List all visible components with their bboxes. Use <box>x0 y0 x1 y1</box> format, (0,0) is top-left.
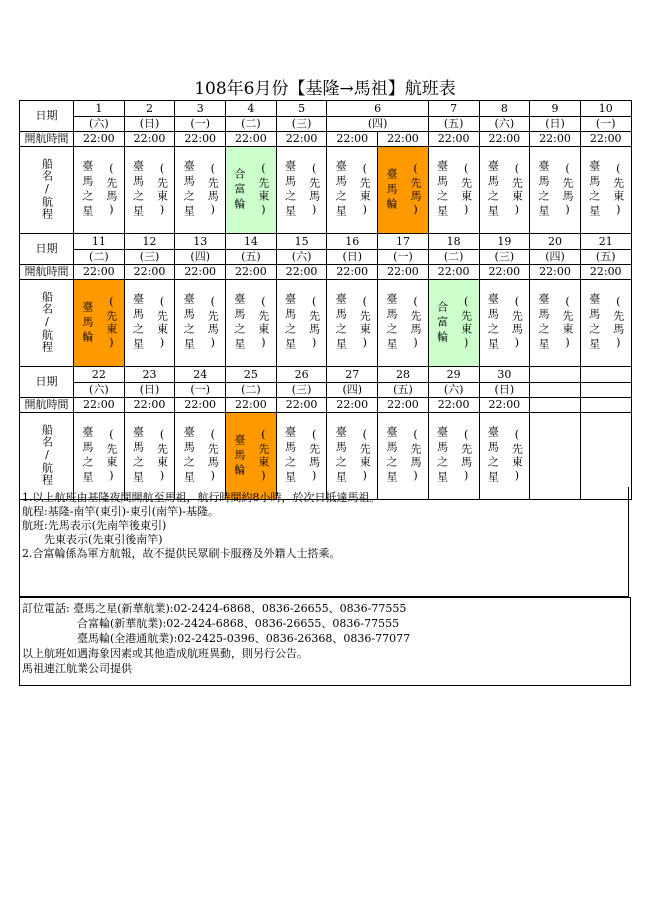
depart-time: 22:00 <box>479 265 530 280</box>
weekday: (六) <box>276 250 327 265</box>
depart-time: 22:00 <box>428 132 479 147</box>
depart-time: 22:00 <box>479 398 530 413</box>
ship-name: 臺馬之星 <box>283 426 297 486</box>
ship-name: 臺馬之星 <box>232 293 246 353</box>
ship-cell <box>124 147 175 234</box>
ship-name: 合富輪 <box>435 300 449 346</box>
weekday: (四) <box>530 250 581 265</box>
depart-time <box>530 398 581 413</box>
weekday: (日) <box>479 383 530 398</box>
weekday: (三) <box>276 117 327 132</box>
contact-section <box>19 597 631 686</box>
day-number: 2 <box>124 101 175 117</box>
weekday: (二) <box>226 383 277 398</box>
day-number: 8 <box>479 101 530 117</box>
ship-name: 臺馬之星 <box>537 293 551 353</box>
depart-time: 22:00 <box>124 132 175 147</box>
day-number: 6 <box>327 101 428 117</box>
ship-name: 臺馬之星 <box>587 293 601 353</box>
depart-time: 22:00 <box>175 265 226 280</box>
day-number: 16 <box>327 234 378 250</box>
depart-time: 22:00 <box>327 398 378 413</box>
ship-name: 臺馬之星 <box>384 293 398 353</box>
route: (先東) <box>459 162 473 218</box>
weekday: (六) <box>74 383 125 398</box>
ship-name: 臺馬之星 <box>283 160 297 220</box>
day-number: 5 <box>276 101 327 117</box>
route: (先東) <box>358 162 372 218</box>
depart-time: 22:00 <box>580 265 631 280</box>
route: (先東) <box>104 428 118 484</box>
date-label: 日期 <box>20 234 74 265</box>
depart-time: 22:00 <box>74 265 125 280</box>
weekday: (三) <box>276 383 327 398</box>
depart-time: 22:00 <box>378 398 429 413</box>
notes-section <box>19 487 629 597</box>
day-number: 3 <box>175 101 226 117</box>
route: (先東) <box>256 295 270 351</box>
ship-cell <box>580 147 631 234</box>
weekday: (六) <box>479 117 530 132</box>
ship-cell <box>175 280 226 367</box>
ship-name: 合富輪 <box>232 167 246 213</box>
depart-time: 22:00 <box>175 398 226 413</box>
schedule-table <box>19 100 632 500</box>
day-number: 20 <box>530 234 581 250</box>
ship-route-label-text: 船名/航程 <box>40 157 54 220</box>
depart-time: 22:00 <box>530 132 581 147</box>
weekday: (日) <box>124 117 175 132</box>
route: (先東) <box>155 428 169 484</box>
contact-line: 合富輪(新華航業):02-2424-6868、0836-26655、0836-77555 <box>22 617 400 630</box>
weekday: (一) <box>175 383 226 398</box>
depart-time <box>580 398 631 413</box>
ship-route-label-text: 船名/航程 <box>40 423 54 486</box>
weekday: (一) <box>378 250 429 265</box>
ship-cell <box>124 280 175 367</box>
ship-cell <box>327 280 378 367</box>
ship-name: 臺馬之星 <box>384 426 398 486</box>
depart-time-label: 開航時間 <box>20 132 74 147</box>
depart-time: 22:00 <box>530 265 581 280</box>
ship-route-label <box>20 147 74 234</box>
ship-name: 臺馬之星 <box>486 426 500 486</box>
ship-cell <box>580 280 631 367</box>
depart-time: 22:00 <box>74 398 125 413</box>
depart-time: 22:00 <box>428 265 479 280</box>
route: (先馬) <box>307 162 321 218</box>
day-number <box>530 367 581 383</box>
depart-time: 22:00 <box>74 132 125 147</box>
route: (先馬) <box>510 295 524 351</box>
weekday: (二) <box>226 117 277 132</box>
depart-time: 22:00 <box>428 398 479 413</box>
ship-name: 臺馬之星 <box>486 160 500 220</box>
route: (先馬) <box>561 162 575 218</box>
ship-name: 臺馬之星 <box>334 426 348 486</box>
weekday: (日) <box>327 250 378 265</box>
ship-cell <box>276 147 327 234</box>
weekday: (五) <box>428 117 479 132</box>
day-number: 9 <box>530 101 581 117</box>
depart-time: 22:00 <box>479 132 530 147</box>
ship-cell <box>74 280 125 367</box>
ship-name: 臺馬之星 <box>182 426 196 486</box>
route: (先馬) <box>206 295 220 351</box>
day-number: 1 <box>74 101 125 117</box>
depart-time: 22:00 <box>327 265 378 280</box>
contact-line: 臺馬輪(全港通航業):02-2425-0396、0836-26368、0836-77077 <box>22 632 411 645</box>
weekday: (三) <box>479 250 530 265</box>
route: (先馬) <box>408 162 422 218</box>
ship-cell <box>530 147 581 234</box>
day-number: 14 <box>226 234 277 250</box>
day-number: 28 <box>378 367 429 383</box>
route: (先東) <box>510 162 524 218</box>
route: (先東) <box>510 428 524 484</box>
day-number: 24 <box>175 367 226 383</box>
day-number: 13 <box>175 234 226 250</box>
day-number: 30 <box>479 367 530 383</box>
date-label: 日期 <box>20 367 74 398</box>
route: (先東) <box>256 162 270 218</box>
day-number: 29 <box>428 367 479 383</box>
day-number: 18 <box>428 234 479 250</box>
ship-cell <box>428 147 479 234</box>
ship-cell <box>175 147 226 234</box>
route: (先馬) <box>459 428 473 484</box>
note-line: 先東表示(先東引後南竿) <box>22 533 163 546</box>
weekday: (六) <box>74 117 125 132</box>
day-number: 26 <box>276 367 327 383</box>
depart-time: 22:00 <box>124 265 175 280</box>
weekday: (四) <box>175 250 226 265</box>
depart-time: 22:00 <box>580 132 631 147</box>
route: (先東) <box>358 428 372 484</box>
route: (先馬) <box>206 428 220 484</box>
weekday: (三) <box>124 250 175 265</box>
day-number: 25 <box>226 367 277 383</box>
depart-time: 22:00 <box>124 398 175 413</box>
weekday: (二) <box>428 250 479 265</box>
day-number: 11 <box>74 234 125 250</box>
route: (先東) <box>155 295 169 351</box>
page-title: 108年6月份【基隆→馬祖】航班表 <box>194 79 456 99</box>
contact-line: 訂位電話: 臺馬之星(新華航業):02-2424-6868、0836-26655、0836-77555 <box>22 602 407 615</box>
route: (先東) <box>104 295 118 351</box>
day-number: 17 <box>378 234 429 250</box>
weekday: (六) <box>428 383 479 398</box>
ship-name: 臺馬輪 <box>384 167 398 213</box>
weekday <box>530 383 581 398</box>
contact-line: 以上航班如遇海象因素或其他造成航班異動，則另行公告。 <box>22 647 308 660</box>
weekday <box>580 383 631 398</box>
depart-time: 22:00 <box>226 132 277 147</box>
day-number: 4 <box>226 101 277 117</box>
day-number <box>580 367 631 383</box>
ship-cell <box>479 147 530 234</box>
note-line: 2.合富輪係為軍方航報，故不提供民眾刷卡服務及外籍人士搭乘。 <box>22 547 341 560</box>
ship-cell <box>428 280 479 367</box>
day-number: 7 <box>428 101 479 117</box>
route: (先東) <box>459 295 473 351</box>
day-number: 15 <box>276 234 327 250</box>
route: (先馬) <box>307 428 321 484</box>
note-line: 航班:先馬表示(先南竿後東引) <box>22 519 167 532</box>
route: (先東) <box>611 162 625 218</box>
ship-name: 臺馬之星 <box>537 160 551 220</box>
ship-cell <box>226 147 277 234</box>
route: (先馬) <box>408 295 422 351</box>
ship-name: 臺馬之星 <box>131 293 145 353</box>
weekday: (二) <box>74 250 125 265</box>
ship-name: 臺馬之星 <box>182 160 196 220</box>
weekday: (四) <box>327 383 378 398</box>
ship-cell <box>530 280 581 367</box>
ship-cell <box>378 280 429 367</box>
weekday: (日) <box>530 117 581 132</box>
ship-cell <box>226 280 277 367</box>
ship-cell <box>276 280 327 367</box>
route: (先東) <box>561 295 575 351</box>
ship-name: 臺馬之星 <box>182 293 196 353</box>
ship-name: 臺馬之星 <box>334 160 348 220</box>
day-number: 23 <box>124 367 175 383</box>
depart-time: 22:00 <box>276 265 327 280</box>
ship-name: 臺馬之星 <box>131 160 145 220</box>
depart-time-label: 開航時間 <box>20 265 74 280</box>
weekday: (日) <box>124 383 175 398</box>
weekday: (五) <box>378 383 429 398</box>
day-number: 10 <box>580 101 631 117</box>
contact-line: 馬祖連江航業公司提供 <box>22 662 132 675</box>
weekday: (五) <box>226 250 277 265</box>
ship-name: 臺馬之星 <box>80 160 94 220</box>
ship-name: 臺馬之星 <box>131 426 145 486</box>
day-number: 27 <box>327 367 378 383</box>
depart-time: 22:00 <box>226 398 277 413</box>
ship-route-label <box>20 280 74 367</box>
depart-time: 22:00 <box>175 132 226 147</box>
ship-cell <box>327 147 378 234</box>
ship-name: 臺馬之星 <box>435 160 449 220</box>
ship-name: 臺馬之星 <box>283 293 297 353</box>
weekday: (一) <box>175 117 226 132</box>
depart-time-label: 開航時間 <box>20 398 74 413</box>
ship-cell <box>378 147 429 234</box>
note-line: 1.以上航班由基隆夜間開航至馬祖，航行時間約8小時，於次日抵達馬祖。 <box>22 491 381 504</box>
depart-time: 22:00 <box>378 132 429 147</box>
route: (先馬) <box>104 162 118 218</box>
depart-time: 22:00 <box>226 265 277 280</box>
route: (先馬) <box>206 162 220 218</box>
date-label: 日期 <box>20 101 74 132</box>
weekday: (五) <box>580 250 631 265</box>
route: (先馬) <box>611 295 625 351</box>
day-number: 22 <box>74 367 125 383</box>
ship-name: 臺馬輪 <box>80 300 94 346</box>
ship-cell <box>479 280 530 367</box>
ship-name: 臺馬之星 <box>587 160 601 220</box>
ship-name: 臺馬之星 <box>80 426 94 486</box>
route: (先東) <box>256 428 270 484</box>
day-number: 21 <box>580 234 631 250</box>
route: (先東) <box>358 295 372 351</box>
day-number: 12 <box>124 234 175 250</box>
depart-time: 22:00 <box>276 132 327 147</box>
route: (先馬) <box>307 295 321 351</box>
depart-time: 22:00 <box>276 398 327 413</box>
ship-cell <box>74 147 125 234</box>
weekday: (四) <box>327 117 428 132</box>
ship-name: 臺馬輪 <box>232 433 246 479</box>
weekday: (一) <box>580 117 631 132</box>
route: (先馬) <box>408 428 422 484</box>
ship-route-label-text: 船名/航程 <box>40 290 54 353</box>
day-number: 19 <box>479 234 530 250</box>
ship-name: 臺馬之星 <box>334 293 348 353</box>
ship-name: 臺馬之星 <box>435 426 449 486</box>
ship-name: 臺馬之星 <box>486 293 500 353</box>
depart-time: 22:00 <box>378 265 429 280</box>
depart-time: 22:00 <box>327 132 378 147</box>
note-line: 航程:基隆-南竿(東引)-東引(南竿)-基隆。 <box>22 505 220 518</box>
route: (先東) <box>155 162 169 218</box>
